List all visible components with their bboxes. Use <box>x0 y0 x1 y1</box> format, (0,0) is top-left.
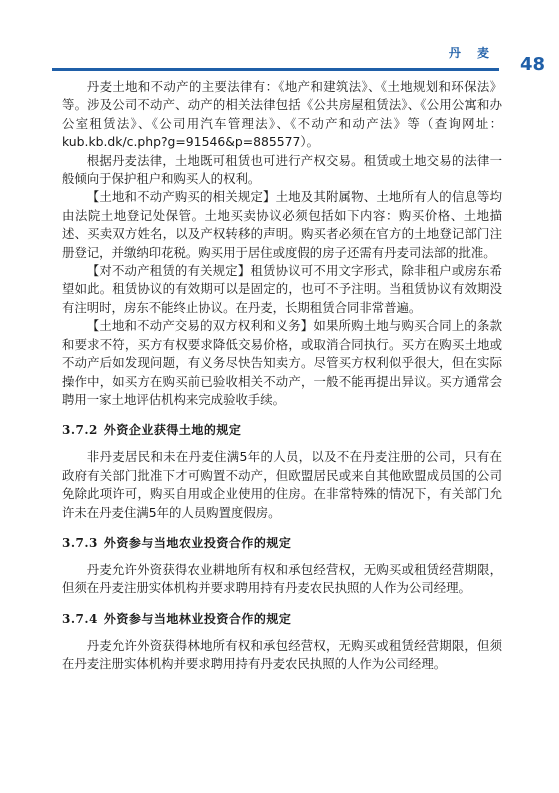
section-number: 3.7.2 <box>62 423 98 438</box>
section-paragraph: 丹麦允许外资获得林地所有权和承包经营权，无购买或租赁经营期限，但须在丹麦注册实体机构并要求聘用持有丹麦农民执照的人作为公司经理。 <box>62 637 502 672</box>
section-heading <box>62 534 502 551</box>
section-number: 3.7.3 <box>62 535 98 550</box>
intro-paragraph: 【土地和不动产交易的双方权利和义务】如果所购土地与购买合同上的条款和要求不符，买方有权要求降低交易价格，或取消合同执行。买方在购买土地或不动产后如发现问题，有义务尽快告知卖方。尽管买方权利似乎很大，但在实际操作中，如买方在购买前已验收相关不动产，一般不能再提出异议。买方通常会聘用一家土地评估机构来完成验收手续。 <box>62 318 502 407</box>
section-title: 外资参与当地农业投资合作的规定 <box>103 535 292 550</box>
section-title: 外资企业获得土地的规定 <box>103 423 242 438</box>
page-number: 48 <box>519 54 545 75</box>
intro-paragraph: 【对不动产租赁的有关规定】租赁协议可不用文字形式，除非租户或房东希望如此。租赁协议的有效期可以是固定的，也可不予注明。当租赁协议有效期没有注明时，房东不能终止协议。在丹麦，长期租赁合同非常普遍。 <box>62 263 502 315</box>
header-rule <box>52 68 499 71</box>
section-number: 3.7.4 <box>62 611 98 626</box>
intro-paragraph: 根据丹麦法律，土地既可租赁也可进行产权交易。租赁或土地交易的法律一般倾向于保护租户和购买人的权利。 <box>62 152 502 187</box>
section-title: 外资参与当地林业投资合作的规定 <box>103 611 292 626</box>
section-paragraph: 非丹麦居民和未在丹麦住满5年的人员，以及不在丹麦注册的公司，只有在政府有关部门批准下才可购置不动产，但欧盟居民或来自其他欧盟成员国的公司免除此项许可，购买自用或企业使用的住房。在非常特殊的情况下，有关部门允许未在丹麦住满5年的人员购置度假房。 <box>62 449 502 520</box>
page-body <box>62 78 502 674</box>
section-paragraph: 丹麦允许外资获得农业耕地所有权和承包经营权，无购买或租赁经营期限，但须在丹麦注册实体机构并要求聘用持有丹麦农民执照的人作为公司经理。 <box>62 561 502 596</box>
running-header-title: 丹 麦 <box>448 46 495 60</box>
section-heading <box>62 610 502 627</box>
section-heading <box>62 421 502 438</box>
intro-paragraph: 【土地和不动产购买的相关规定】土地及其附属物、土地所有人的信息等均由法院土地登记处保管。土地买卖协议必须包括如下内容：购买价格、土地描述、买卖双方姓名，以及产权转移的声明。购买者必须在官方的土地登记部门注册登记，并缴纳印花税。购买用于居住或度假的房子还需有丹麦司法部的批准。 <box>62 189 502 260</box>
intro-paragraph: 丹麦土地和不动产的主要法律有：《地产和建筑法》、《土地规划和环保法》等。涉及公司不动产、动产的相关法律包括《公共房屋租赁法》、《公用公寓和办公室租赁法》、《公司用汽车管理法》、《不动产和动产法》等（查询网址： kub.kb.dk/c.php?g=91546&p=885577）。 <box>62 79 502 150</box>
